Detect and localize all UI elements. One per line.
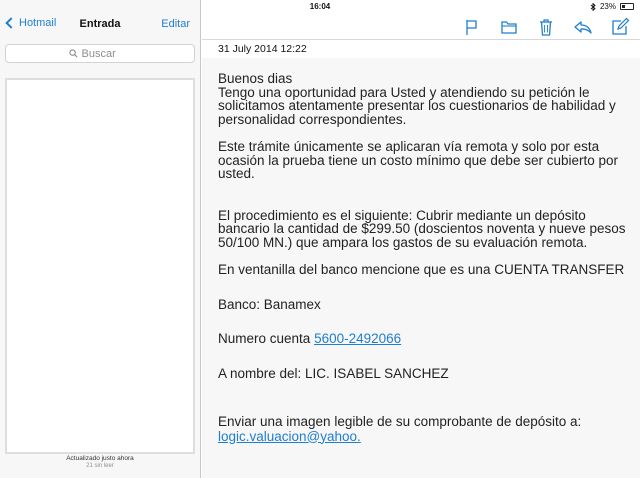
mailbox-title: Entrada xyxy=(79,18,121,30)
message-body xyxy=(202,58,640,478)
edit-button[interactable]: Editar xyxy=(161,18,190,30)
folder-icon[interactable] xyxy=(499,17,519,37)
sidebar-footer xyxy=(0,455,200,469)
account-label: Numero cuenta xyxy=(218,331,315,346)
message-list[interactable] xyxy=(5,78,195,454)
search-icon xyxy=(69,49,78,58)
body-paragraph: Buenos dias Tengo una oportunidad para Usted y atendiendo su petición le solicitamos atentamente presentar los cuestionarios de habilidad y personalidad correspondientes. xyxy=(218,71,616,127)
body-paragraph: Este trámite únicamente se aplicaran vía remota y solo por esta ocasión la prueba tiene un costo mínimo que debe ser cubierto por usted. xyxy=(218,139,618,181)
flag-icon[interactable] xyxy=(462,17,482,37)
search-input[interactable] xyxy=(82,48,132,60)
send-instruction: Enviar una imagen legible de su comprobante de depósito a: xyxy=(218,414,582,429)
unread-count: 21 sin leer xyxy=(86,463,114,469)
battery-icon xyxy=(620,3,634,10)
sidebar-nav-bar xyxy=(0,14,200,40)
trash-icon[interactable] xyxy=(536,17,556,37)
message-toolbar xyxy=(202,14,640,40)
search-field[interactable] xyxy=(5,44,195,63)
holder-line: A nombre del: LIC. ISABEL SANCHEZ xyxy=(218,365,449,381)
body-paragraph: En ventanilla del banco mencione que es una CUENTA TRANSFER xyxy=(218,262,625,277)
updated-status: Actualizado justo ahora xyxy=(66,455,134,462)
email-address-link[interactable]: logic.valuacion@yahoo. xyxy=(218,428,361,444)
status-time: 16:04 xyxy=(309,2,331,11)
bluetooth-icon xyxy=(590,3,596,11)
mailbox-sidebar xyxy=(0,0,201,478)
message-content xyxy=(218,72,628,443)
status-right xyxy=(590,2,634,11)
compose-icon[interactable] xyxy=(610,17,630,37)
account-number-link[interactable]: 5600-2492066 xyxy=(314,331,402,346)
message-date: 31 July 2014 12:22 xyxy=(218,43,307,55)
bank-line: Banco: Banamex xyxy=(218,296,321,312)
reply-icon[interactable] xyxy=(573,17,593,37)
back-button-label: Hotmail xyxy=(19,17,57,29)
battery-percent: 23% xyxy=(599,2,616,11)
toolbar-actions xyxy=(462,17,630,37)
account-line xyxy=(218,332,628,346)
body-paragraph: El procedimiento es el siguiente: Cubrir mediante un depósito bancario la cantidad de $299.50 (doscientos noventa y nueve pesos 50/100 MN.) que ampara los gastos de su evaluación remota. xyxy=(218,207,626,250)
